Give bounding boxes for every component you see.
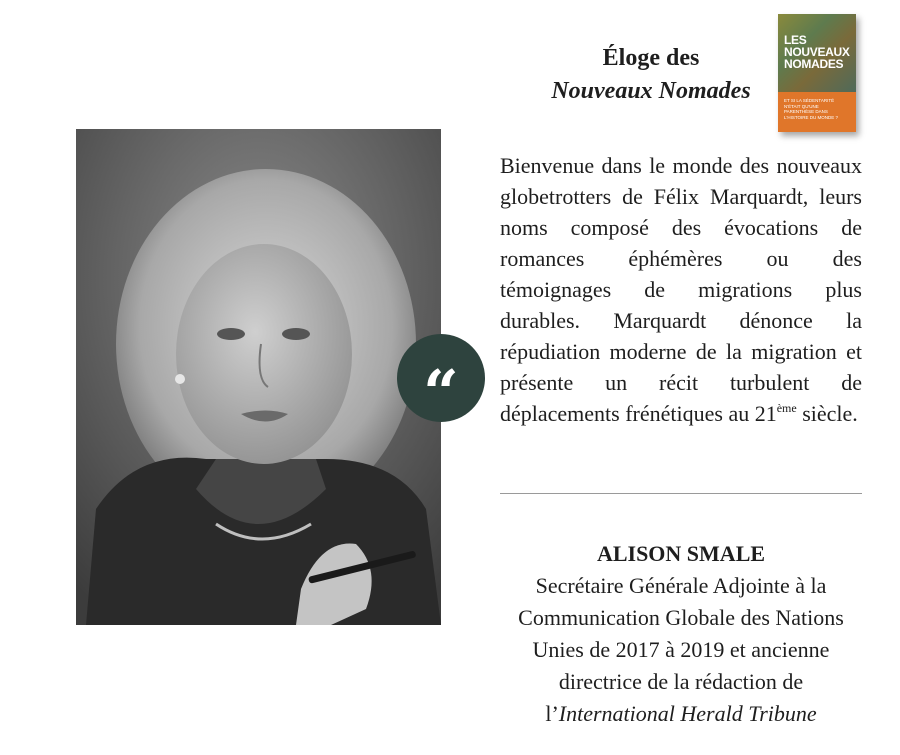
book-cover-subtitle: ET SI LA SÉDENTARITÉ N'ÉTAIT QU'UNE PARENTHÈSE DANS L'HISTOIRE DU MONDE ?: [784, 98, 839, 120]
review-paragraph: [500, 150, 862, 429]
book-cover-title: LES NOUVEAUX NOMADES: [784, 33, 850, 71]
portrait-illustration: [76, 129, 441, 625]
author-role-text: Secrétaire Générale Adjointe à la Communication Globale des Nations Unies de 2017 à 2019 et ancienne directrice de la rédaction de l’: [518, 573, 844, 726]
quote-mark-badge: [397, 334, 485, 429]
quote-mark-icon: “: [423, 356, 459, 429]
author-role: [495, 570, 867, 730]
review-text: Bienvenue dans le monde des nouveaux globetrotters de Félix Marquardt, leurs noms composé des évocations de romances éphémères ou des témoignages de migrations plus durables. Marquardt dénonce la répudiation moderne de la migration et présente un récit turbulent de déplacements frénétiques au 21: [500, 153, 862, 426]
section-heading: [520, 42, 782, 108]
author-publication: International Herald Tribune: [558, 701, 817, 726]
book-cover-image: [778, 14, 856, 132]
review-text-end: siècle.: [796, 401, 858, 426]
author-credit: [495, 538, 867, 730]
divider: [500, 493, 862, 494]
review-superscript: ème: [776, 401, 797, 415]
heading-line-2: Nouveaux Nomades: [551, 78, 751, 104]
author-portrait-photo: [76, 129, 441, 625]
author-name: ALISON SMALE: [596, 541, 766, 566]
heading-line-1: Éloge des: [602, 45, 700, 71]
